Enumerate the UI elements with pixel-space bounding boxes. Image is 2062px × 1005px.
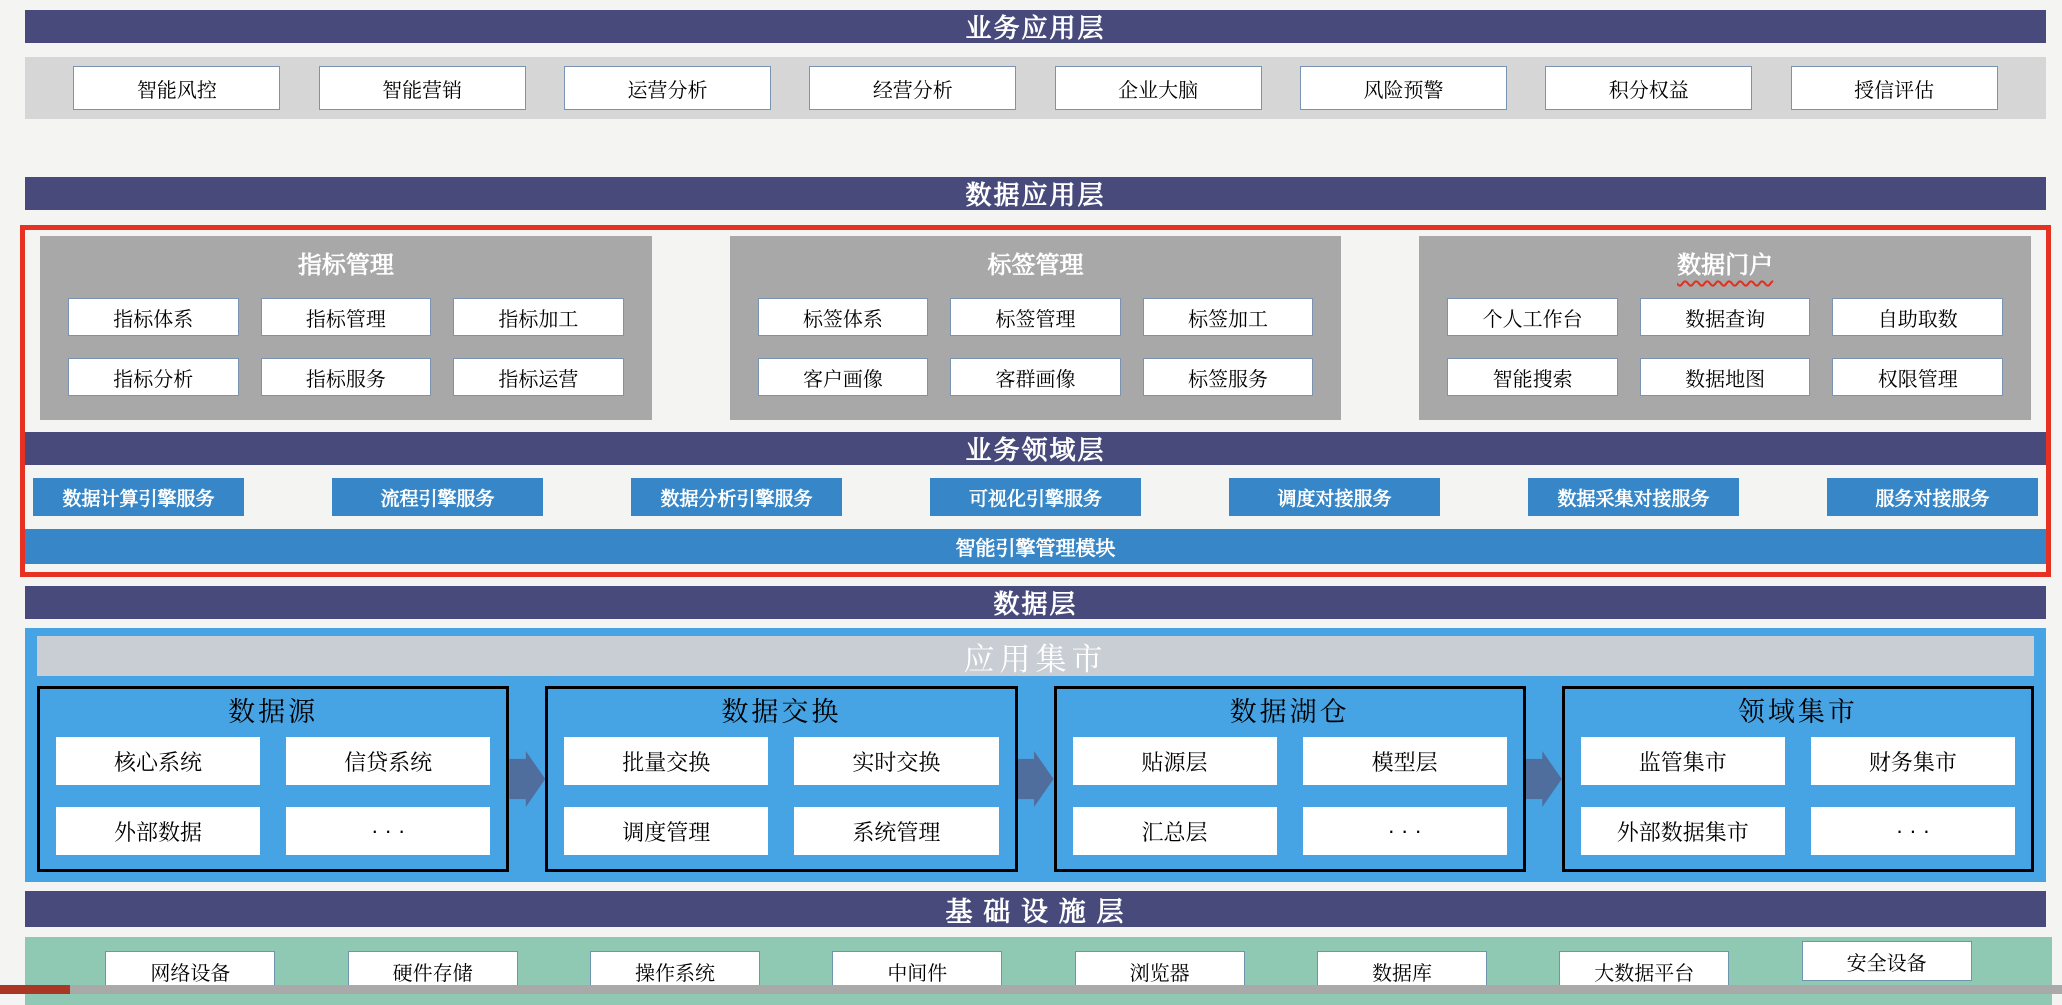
app-box: 运营分析 <box>564 66 771 110</box>
layer-banner-infrastructure <box>25 891 2046 927</box>
mart-box: 外部数据集市 <box>1581 807 1785 855</box>
service-box: 数据分析引擎服务 <box>631 478 842 516</box>
service-box: 数据采集对接服务 <box>1528 478 1739 516</box>
infra-box: 数据库 <box>1317 951 1487 991</box>
mart-box: 调度管理 <box>564 807 768 855</box>
app-box: 智能风控 <box>73 66 280 110</box>
mart-box: 模型层 <box>1303 737 1507 785</box>
app-box: 企业大脑 <box>1055 66 1262 110</box>
panel-grid <box>68 298 624 396</box>
mart-box: 财务集市 <box>1811 737 2015 785</box>
infra-box: 中间件 <box>832 951 1002 991</box>
infra-box: 安全设备 <box>1802 941 1972 981</box>
panel-box: 个人工作台 <box>1447 298 1618 336</box>
panel-box: 指标加工 <box>453 298 624 336</box>
bottom-edge-strip <box>0 985 2062 994</box>
layer-banner-business-app <box>25 10 2046 43</box>
app-box: 风险预警 <box>1300 66 1507 110</box>
mart-box-ellipsis: · · · <box>1811 807 2015 855</box>
panel-box: 标签管理 <box>950 298 1121 336</box>
service-box: 流程引擎服务 <box>332 478 543 516</box>
service-box: 可视化引擎服务 <box>930 478 1141 516</box>
app-box: 积分权益 <box>1545 66 1752 110</box>
engine-services-row <box>25 465 2046 529</box>
panel-title-spellcheck-underline: 数据门户 <box>1677 252 1774 279</box>
panel-box: 自助取数 <box>1832 298 2003 336</box>
mart-box: 核心系统 <box>56 737 260 785</box>
mart-domain-mart <box>1562 686 2034 872</box>
application-mart-header: 应用集市 <box>37 636 2034 676</box>
layer-title-business-domain: 业务领域层 <box>965 435 1106 465</box>
mart-grid <box>1581 737 2015 855</box>
layer-banner-business-domain <box>25 432 2046 465</box>
architecture-diagram <box>25 0 2046 1005</box>
mart-data-lakehouse <box>1054 686 1526 872</box>
data-app-panels <box>25 236 2046 432</box>
mart-box-ellipsis: · · · <box>286 807 490 855</box>
infrastructure-band <box>25 937 2052 1005</box>
layer-title-data-app: 数据应用层 <box>965 180 1106 210</box>
infra-box: 操作系统 <box>590 951 760 991</box>
mart-grid <box>56 737 490 855</box>
service-box: 调度对接服务 <box>1229 478 1440 516</box>
mart-box-ellipsis: · · · <box>1303 807 1507 855</box>
panel-box: 指标运营 <box>453 358 624 396</box>
layer-title-business-app: 业务应用层 <box>965 13 1106 43</box>
engine-module-bar: 智能引擎管理模块 <box>25 529 2046 564</box>
panel-box: 标签加工 <box>1143 298 1314 336</box>
mart-box: 批量交换 <box>564 737 768 785</box>
mart-box: 监管集市 <box>1581 737 1785 785</box>
layer-banner-data <box>25 586 2046 619</box>
mart-grid <box>1073 737 1507 855</box>
mart-box: 系统管理 <box>794 807 998 855</box>
panel-box: 数据地图 <box>1640 358 1811 396</box>
mart-title: 数据湖仓 <box>1229 697 1350 727</box>
mart-box: 汇总层 <box>1073 807 1277 855</box>
panel-box: 客户画像 <box>758 358 929 396</box>
panel-data-portal <box>1419 236 2031 420</box>
right-arrow-icon <box>1018 751 1054 807</box>
service-box: 服务对接服务 <box>1827 478 2038 516</box>
mart-data-source <box>37 686 509 872</box>
panel-box: 智能搜索 <box>1447 358 1618 396</box>
mart-grid <box>564 737 998 855</box>
layer-title-infrastructure: 基 础 设 施 层 <box>945 896 1126 927</box>
layer-title-data: 数据层 <box>993 589 1078 619</box>
panel-indicator-management <box>40 236 652 420</box>
app-box: 智能营销 <box>319 66 526 110</box>
mart-box: 信贷系统 <box>286 737 490 785</box>
mart-box: 实时交换 <box>794 737 998 785</box>
red-highlight-rectangle <box>20 225 2051 577</box>
infra-box: 浏览器 <box>1075 951 1245 991</box>
panel-box: 数据查询 <box>1640 298 1811 336</box>
panel-box: 指标分析 <box>68 358 239 396</box>
mart-box: 贴源层 <box>1073 737 1277 785</box>
panel-box: 客群画像 <box>950 358 1121 396</box>
infra-box: 网络设备 <box>105 951 275 991</box>
right-arrow-icon <box>1526 751 1562 807</box>
panel-label-management <box>730 236 1342 420</box>
panel-box: 指标管理 <box>261 298 432 336</box>
panel-title: 指标管理 <box>297 252 394 279</box>
right-arrow-icon <box>509 751 545 807</box>
panel-box: 指标服务 <box>261 358 432 396</box>
panel-grid <box>758 298 1314 396</box>
app-box: 授信评估 <box>1791 66 1998 110</box>
panel-box: 标签体系 <box>758 298 929 336</box>
infra-box: 大数据平台 <box>1559 951 1729 991</box>
panel-box: 指标体系 <box>68 298 239 336</box>
mart-data-exchange <box>545 686 1017 872</box>
layer-banner-data-app <box>25 177 2046 210</box>
mart-title: 领域集市 <box>1737 697 1858 727</box>
panel-grid <box>1447 298 2003 396</box>
app-box: 经营分析 <box>809 66 1016 110</box>
data-layer-panel <box>25 628 2046 882</box>
panel-box: 标签服务 <box>1143 358 1314 396</box>
infra-box: 硬件存储 <box>348 951 518 991</box>
panel-title: 标签管理 <box>987 252 1084 279</box>
business-app-band <box>25 57 2046 119</box>
marts-row <box>37 686 2034 872</box>
mart-title: 数据源 <box>228 697 319 727</box>
mart-box: 外部数据 <box>56 807 260 855</box>
service-box: 数据计算引擎服务 <box>33 478 244 516</box>
bottom-red-segment <box>0 985 70 994</box>
mart-title: 数据交换 <box>721 697 842 727</box>
panel-box: 权限管理 <box>1832 358 2003 396</box>
